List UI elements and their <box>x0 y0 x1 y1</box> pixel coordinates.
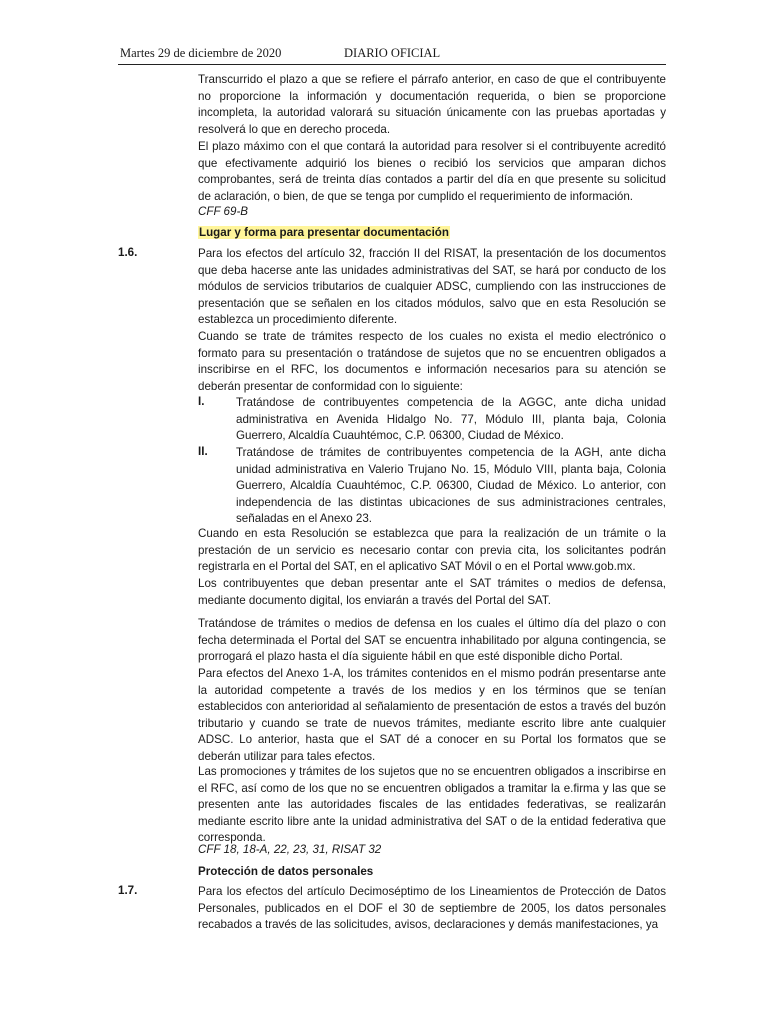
fraction-label: II. <box>198 445 208 458</box>
rule-number: 1.7. <box>118 884 138 897</box>
header-publication: DIARIO OFICIAL <box>344 46 441 60</box>
paragraph: Para efectos del Anexo 1-A, los trámites contenidos en el mismo podrán presentarse ante la autoridad competente a través de los medios y en los términos que se tenían establecidos con anterioridad al señalamiento de presentación de estos a través del buzón tributario y cuando se trate de nuevos trámites, mediante escrito libre ante cualquier ADSC. Lo anterior, hasta que el SAT dé a conocer en su Portal los formatos que se deberán utilizar para tales efectos. <box>198 667 666 763</box>
highlighted-heading: Lugar y forma para presentar documentación <box>199 226 449 239</box>
paragraph: El plazo máximo con el que contará la autoridad para resolver si el contribuyente acreditó que efectivamente adquirió los bienes o recibió los servicios que amparan dichos comprobantes, será de treinta días contados a partir del día en que presente su solicitud de aclaración, o bien, de que se tenga por cumplido el requerimiento de información. <box>198 140 666 203</box>
paragraph: Tratándose de trámites o medios de defensa en los cuales el último día del plazo o con fecha determinada el Portal del SAT se encuentra inhabilitado por alguna contingencia, se prorrogará el plazo hasta el día siguiente hábil en que esté disponible dicho Portal. <box>198 617 666 663</box>
page-header <box>118 44 666 65</box>
paragraph: Las promociones y trámites de los sujetos que no se encuentren obligados a inscribirse en el RFC, así como de los que no se encuentren obligados a tramitar la e.firma y las que se presenten ante las autoridades fiscales de las entidades federativas, se realizarán mediante escrito libre ante la unidad administrativa del SAT o de la entidad federativa que corresponda. <box>198 765 666 844</box>
section-heading <box>198 225 666 242</box>
fraction-text: Tratándose de trámites de contribuyentes competencia de la AGH, ante dicha unidad administrativa en Valerio Trujano No. 15, Módulo VIII, planta baja, Colonia Guerrero, Alcaldía Cuauhtémoc, C.P. 06300, Ciudad de México. Lo anterior, con independencia de las distintas ubicaciones de sus administraciones centrales, señaladas en el Anexo 23. <box>236 446 666 525</box>
legal-reference: CFF 69-B <box>198 205 249 218</box>
paragraph: Cuando en esta Resolución se establezca que para la realización de un trámite o la prestación de un servicio es necesario contar con previa cita, los solicitantes podrán registrarla en el Portal del SAT, en el aplicativo SAT Móvil o en el Portal www.gob.mx. <box>198 527 666 573</box>
fraction-text: Tratándose de contribuyentes competencia de la AGGC, ante dicha unidad administrativa en Avenida Hidalgo No. 77, Módulo III, planta baja, Colonia Guerrero, Alcaldía Cuauhtémoc, C.P. 06300, Ciudad de México. <box>236 396 666 442</box>
paragraph: Para los efectos del artículo 32, fracción II del RISAT, la presentación de los documentos que deba hacerse ante las unidades administrativas del SAT, se hará por conducto de los módulos de servicios tributarios de cualquier ADSC, cumpliendo con las instrucciones de presentación que se señalen en los citados módulos, salvo que en esta Resolución se establezca un procedimiento diferente. <box>198 247 666 326</box>
section-heading: Protección de datos personales <box>198 865 374 878</box>
header-date: Martes 29 de diciembre de 2020 <box>120 46 282 60</box>
paragraph: Los contribuyentes que deban presentar ante el SAT trámites o medios de defensa, mediante documento digital, los enviarán a través del Portal del SAT. <box>198 577 666 607</box>
paragraph: Cuando se trate de trámites respecto de los cuales no exista el medio electrónico o formato para su presentación o tratándose de sujetos que no se encuentren obligados a inscribirse en el RFC, los documentos e información necesarios para su atención se deberán presentar de conformidad con lo siguiente: <box>198 330 666 393</box>
fraction-label: I. <box>198 395 205 408</box>
paragraph: Transcurrido el plazo a que se refiere el párrafo anterior, en caso de que el contribuyente no proporcione la información y documentación requerida, o bien se proporcione incompleta, la autoridad valorará su situación únicamente con las pruebas aportadas y resolverá lo que en derecho proceda. <box>198 73 666 136</box>
rule-number: 1.6. <box>118 246 138 259</box>
legal-reference: CFF 18, 18-A, 22, 23, 31, RISAT 32 <box>198 843 382 856</box>
paragraph: Para los efectos del artículo Decimoséptimo de los Lineamientos de Protección de Datos Personales, publicados en el DOF el 30 de septiembre de 2005, los datos personales recabados a través de las solicitudes, avisos, declaraciones y demás manifestaciones, ya <box>198 885 666 931</box>
